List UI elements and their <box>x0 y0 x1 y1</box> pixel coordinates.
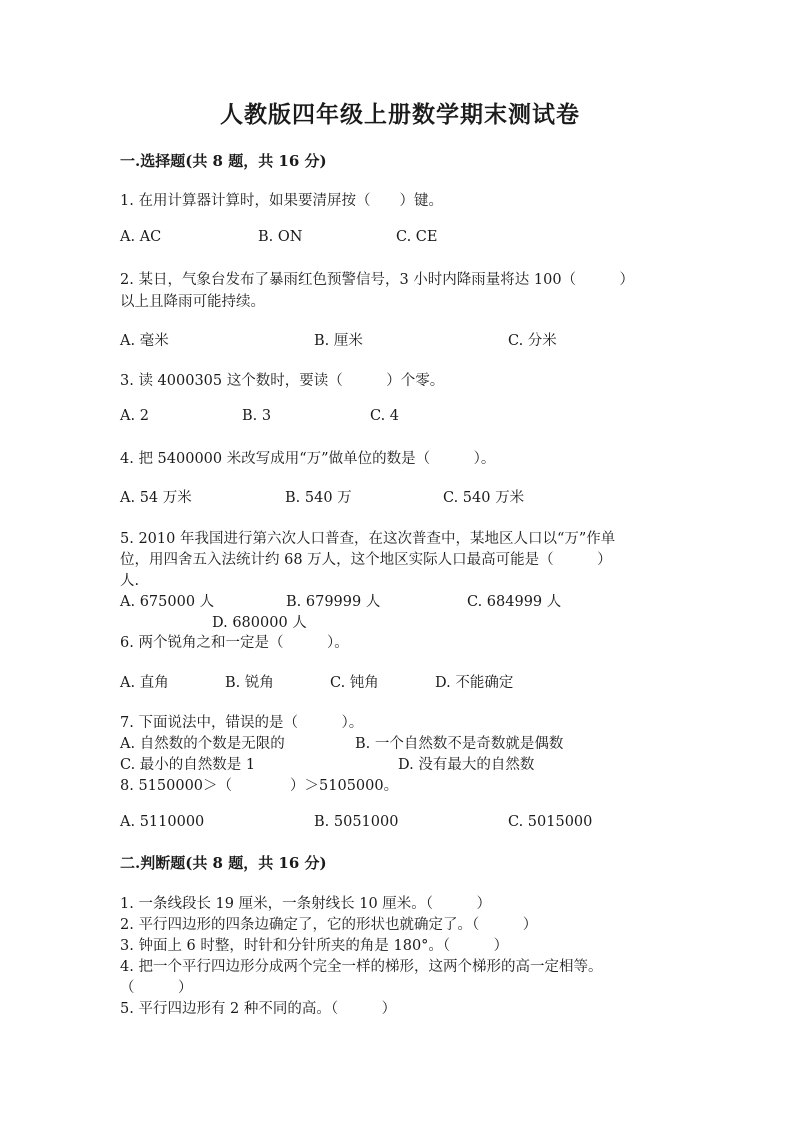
q8-option-b: B. 5051000 <box>314 814 399 830</box>
q5-option-c: C. 684999 人 <box>467 594 562 610</box>
judgement-5: 5. 平行四边形有 2 种不同的高。（ ） <box>120 1001 397 1017</box>
page-title: 人教版四年级上册数学期末测试卷 <box>220 101 580 128</box>
judgement-4: 4. 把一个平行四边形分成两个完全一样的梯形，这两个梯形的高一定相等。 <box>120 959 603 975</box>
question-5-line-2: 位，用四舍五入法统计约 68 万人，这个地区实际人口最高可能是（ ） <box>120 552 612 568</box>
q7-option-d: D. 没有最大的自然数 <box>398 757 535 773</box>
q7-option-a: A. 自然数的个数是无限的 <box>120 736 285 752</box>
q5-option-a: A. 675000 人 <box>120 594 215 610</box>
q2-option-a: A. 毫米 <box>120 333 169 349</box>
question-2-line-2: 以上且降雨可能持续。 <box>120 294 265 310</box>
q6-option-b: B. 锐角 <box>225 675 274 691</box>
q2-option-c: C. 分米 <box>508 333 557 349</box>
q4-option-b: B. 540 万 <box>285 490 352 506</box>
q5-option-b: B. 679999 人 <box>286 594 381 610</box>
question-6: 6. 两个锐角之和一定是（ ）。 <box>120 635 349 651</box>
q3-option-b: B. 3 <box>242 408 272 424</box>
q2-option-b: B. 厘米 <box>314 333 363 349</box>
judgement-4-blank: （ ） <box>120 980 193 996</box>
judgement-3: 3. 钟面上 6 时整，时针和分针所夹的角是 180°。（ ） <box>120 938 509 954</box>
q4-option-a: A. 54 万米 <box>120 490 192 506</box>
question-2-line-1: 2. 某日，气象台发布了暴雨红色预警信号，3 小时内降雨量将达 100（ ） <box>120 272 635 288</box>
q6-option-a: A. 直角 <box>120 675 169 691</box>
q6-option-c: C. 钝角 <box>330 675 379 691</box>
q7-option-b: B. 一个自然数不是奇数就是偶数 <box>355 736 564 752</box>
question-3: 3. 读 4000305 这个数时，要读（ ）个零。 <box>120 373 445 389</box>
q1-option-c: C. CE <box>396 229 438 245</box>
q8-option-a: A. 5110000 <box>120 814 205 830</box>
q5-option-d: D. 680000 人 <box>212 615 307 631</box>
question-5-line-1: 5. 2010 年我国进行第六次人口普查，在这次普查中，某地区人口以“万”作单 <box>120 531 616 547</box>
q6-option-d: D. 不能确定 <box>435 675 514 691</box>
q8-option-c: C. 5015000 <box>508 814 593 830</box>
question-5-line-3: 人. <box>120 573 140 589</box>
judgement-1: 1. 一条线段长 19 厘米，一条射线长 10 厘米。（ ） <box>120 896 492 912</box>
section-heading-choice: 一.选择题(共 8 题，共 16 分) <box>120 152 327 170</box>
q1-option-a: A. AC <box>120 229 162 245</box>
q3-option-a: A. 2 <box>120 408 149 424</box>
question-8: 8. 5150000＞（ ）＞5105000。 <box>120 778 399 794</box>
q3-option-c: C. 4 <box>370 408 400 424</box>
question-7: 7. 下面说法中，错误的是（ ）。 <box>120 715 364 731</box>
question-1: 1. 在用计算器计算时，如果要清屏按（ ）键。 <box>120 193 443 209</box>
q4-option-c: C. 540 万米 <box>443 490 525 506</box>
q1-option-b: B. ON <box>258 229 303 245</box>
question-4: 4. 把 5400000 米改写成用“万”做单位的数是（ ）。 <box>120 451 496 467</box>
section-heading-judgement: 二.判断题(共 8 题，共 16 分) <box>120 854 327 872</box>
judgement-2: 2. 平行四边形的四条边确定了，它的形状也就确定了。（ ） <box>120 917 538 933</box>
q7-option-c: C. 最小的自然数是 1 <box>120 757 256 773</box>
